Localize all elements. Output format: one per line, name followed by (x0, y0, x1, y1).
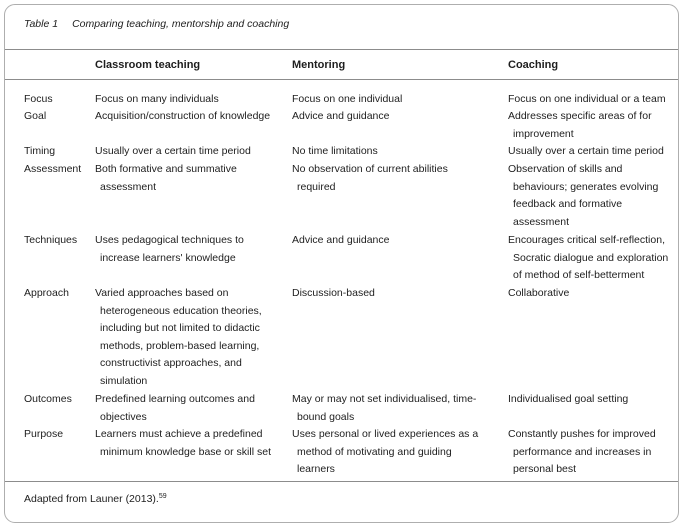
cell-mentoring (292, 426, 478, 479)
cell-coaching (508, 285, 569, 303)
table-caption (24, 18, 289, 30)
cell-line: bound goals (297, 410, 355, 423)
cell-line: Usually over a certain time period (508, 145, 664, 157)
header-divider (5, 79, 678, 80)
cell-line: Collaborative (508, 287, 570, 299)
cell-line: minimum knowledge base or skill set (100, 445, 271, 458)
cell-coaching (508, 143, 664, 161)
column-header-mentoring: Mentoring (292, 59, 346, 71)
cell-classroom-teaching (95, 285, 262, 391)
cell-line: assessment (100, 180, 157, 193)
cell-coaching (508, 391, 628, 409)
caption-divider (5, 49, 678, 50)
table-footnote (24, 493, 167, 505)
row-label: Outcomes (24, 393, 72, 405)
cell-line: Encourages critical self-reflection, (508, 234, 665, 246)
cell-line: of method of self-betterment (513, 269, 645, 282)
cell-line: Advice and guidance (292, 234, 390, 246)
cell-line: Learners must achieve a predefined (95, 428, 263, 440)
cell-line: Focus on one individual or a team (508, 93, 666, 105)
cell-line: Predefined learning outcomes and (95, 393, 255, 405)
footer-divider (5, 481, 678, 482)
cell-coaching (508, 232, 668, 285)
cell-coaching (508, 426, 656, 479)
cell-line: objectives (100, 410, 147, 423)
cell-mentoring (292, 108, 390, 126)
table-title: Comparing teaching, mentorship and coaching (72, 18, 290, 30)
cell-line: feedback and formative (513, 198, 623, 211)
cell-line: methods, problem-based learning, (100, 339, 260, 352)
row-label: Assessment (24, 163, 82, 175)
cell-mentoring (292, 391, 476, 426)
row-label: Goal (24, 110, 47, 122)
cell-coaching (508, 108, 652, 143)
cell-line: improvement (513, 127, 574, 140)
cell-line: Individualised goal setting (508, 393, 629, 405)
cell-classroom-teaching (95, 108, 270, 126)
cell-line: including but not limited to didactic (100, 322, 260, 335)
cell-line: Focus on one individual (292, 93, 403, 105)
cell-line: Usually over a certain time period (95, 145, 251, 157)
cell-line: May or may not set individualised, time- (292, 393, 477, 405)
cell-line: behaviours; generates evolving (513, 180, 659, 193)
row-label: Approach (24, 287, 69, 299)
cell-classroom-teaching (95, 391, 255, 426)
cell-line: Constantly pushes for improved (508, 428, 656, 440)
table-label: Table 1 (24, 18, 59, 30)
cell-line: Acquisition/construction of knowledge (95, 110, 271, 122)
cell-line: Advice and guidance (292, 110, 390, 122)
footnote-text: Adapted from Launer (2013). (24, 493, 159, 505)
cell-classroom-teaching (95, 426, 271, 461)
row-label: Timing (24, 145, 56, 157)
cell-line: No observation of current abilities (292, 163, 448, 175)
cell-classroom-teaching (95, 232, 244, 267)
cell-line: Focus on many individuals (95, 93, 219, 105)
cell-line: heterogeneous education theories, (100, 304, 262, 317)
cell-line: constructivist approaches, and (100, 357, 242, 370)
cell-line: assessment (513, 215, 570, 228)
cell-line: method of motivating and guiding (297, 445, 452, 458)
cell-classroom-teaching (95, 143, 251, 161)
footnote-reference: 59 (158, 493, 167, 500)
cell-mentoring (292, 91, 402, 109)
cell-line: No time limitations (292, 145, 378, 157)
column-header-classroom-teaching: Classroom teaching (95, 59, 201, 71)
cell-coaching (508, 161, 658, 231)
cell-line: required (297, 180, 336, 193)
row-label: Techniques (24, 234, 78, 246)
cell-line: Socratic dialogue and exploration (513, 251, 669, 264)
cell-mentoring (292, 161, 448, 196)
cell-line: Uses personal or lived experiences as a (292, 428, 479, 440)
cell-line: increase learners' knowledge (100, 251, 236, 264)
cell-line: Varied approaches based on (95, 287, 229, 299)
cell-line: simulation (100, 374, 148, 387)
column-header-coaching: Coaching (508, 59, 559, 71)
cell-line: Addresses specific areas of for (508, 110, 652, 122)
cell-coaching (508, 91, 666, 109)
cell-mentoring (292, 285, 375, 303)
cell-line: Observation of skills and (508, 163, 623, 175)
cell-line: performance and increases in (513, 445, 652, 458)
cell-line: learners (297, 463, 335, 476)
cell-classroom-teaching (95, 91, 219, 109)
cell-classroom-teaching (95, 161, 237, 196)
cell-line: personal best (513, 463, 577, 476)
row-label: Purpose (24, 428, 64, 440)
cell-line: Both formative and summative (95, 163, 237, 175)
cell-line: Discussion-based (292, 287, 375, 299)
cell-line: Uses pedagogical techniques to (95, 234, 244, 246)
cell-mentoring (292, 232, 390, 250)
cell-mentoring (292, 143, 378, 161)
row-label: Focus (24, 93, 53, 105)
